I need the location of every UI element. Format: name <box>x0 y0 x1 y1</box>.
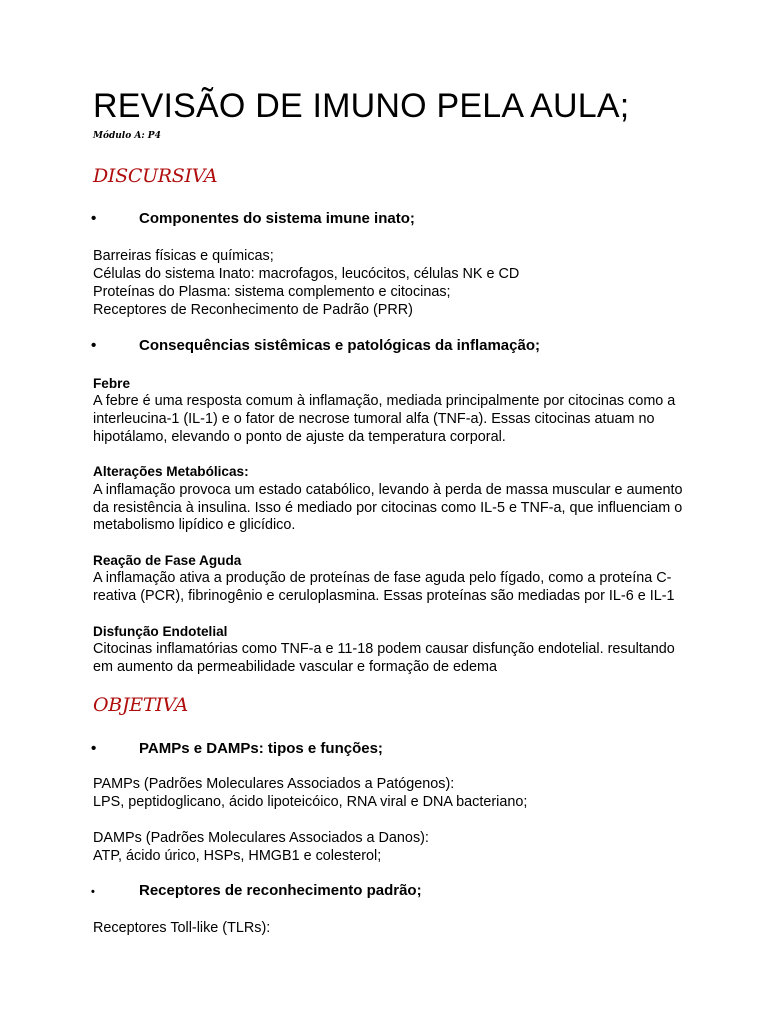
text-line: ATP, ácido úrico, HSPs, HMGB1 e colesterol; <box>93 848 382 864</box>
text-line: Receptores de Reconhecimento de Padrão (PRR) <box>93 302 413 318</box>
text-line: Barreiras físicas e químicas; <box>93 248 274 264</box>
subheading-fase-aguda: Reação de Fase Aguda <box>93 553 242 568</box>
text-line: A inflamação provoca um estado catabólico, levando à perda de massa muscular e aumento <box>93 482 683 498</box>
text-line: em aumento da permeabilidade vascular e formação de edema <box>93 659 497 675</box>
section-discursiva: DISCURSIVA <box>93 165 218 187</box>
text-line: da resistência à insulina. Isso é mediado por citocinas como IL-5 e TNF-a, que influenciam o <box>93 500 683 516</box>
bullet-marker: • <box>91 886 95 898</box>
text-line: Receptores Toll-like (TLRs): <box>93 920 271 936</box>
subheading-metabolicas: Alterações Metabólicas: <box>93 464 249 479</box>
text-line: Proteínas do Plasma: sistema complemento e citocinas; <box>93 284 451 300</box>
text-line: interleucina-1 (IL-1) e o fator de necrose tumoral alfa (TNF-a). Essas citocinas atuam no <box>93 411 655 427</box>
text-line: hipotálamo, elevando o ponto de ajuste da temperatura corporal. <box>93 429 506 445</box>
bullet-marker: • <box>91 337 97 354</box>
bullet-marker: • <box>91 740 97 757</box>
bullet-pamps-damps: PAMPs e DAMPs: tipos e funções; <box>139 740 383 757</box>
text-line: Citocinas inflamatórias como TNF-a e 11-18 podem causar disfunção endotelial. resultando <box>93 641 675 657</box>
module-label: Módulo A: P4 <box>93 131 161 141</box>
bullet-componentes: Componentes do sistema imune inato; <box>139 210 415 227</box>
text-line: A inflamação ativa a produção de proteínas de fase aguda pelo fígado, como a proteína C- <box>93 570 672 586</box>
text-line: PAMPs (Padrões Moleculares Associados a Patógenos): <box>93 776 455 792</box>
text-line: DAMPs (Padrões Moleculares Associados a Danos): <box>93 830 429 846</box>
bullet-marker: • <box>91 210 97 227</box>
bullet-receptores: Receptores de reconhecimento padrão; <box>139 882 422 899</box>
text-line: Células do sistema Inato: macrofagos, leucócitos, células NK e CD <box>93 266 520 282</box>
text-line: A febre é uma resposta comum à inflamação, mediada principalmente por citocinas como a <box>93 393 676 409</box>
bullet-consequencias: Consequências sistêmicas e patológicas da inflamação; <box>139 337 540 354</box>
subheading-disfuncao: Disfunção Endotelial <box>93 624 228 639</box>
text-line: reativa (PCR), fibrinogênio e ceruloplasmina. Essas proteínas são mediadas por IL-6 e IL-1 <box>93 588 675 604</box>
subheading-febre: Febre <box>93 376 131 391</box>
text-line: LPS, peptidoglicano, ácido lipoteicóico, RNA viral e DNA bacteriano; <box>93 794 528 810</box>
text-line: metabolismo lipídico e glicídico. <box>93 517 296 533</box>
section-objetiva: OBJETIVA <box>93 694 188 716</box>
page-title: REVISÃO DE IMUNO PELA AULA; <box>93 87 630 125</box>
